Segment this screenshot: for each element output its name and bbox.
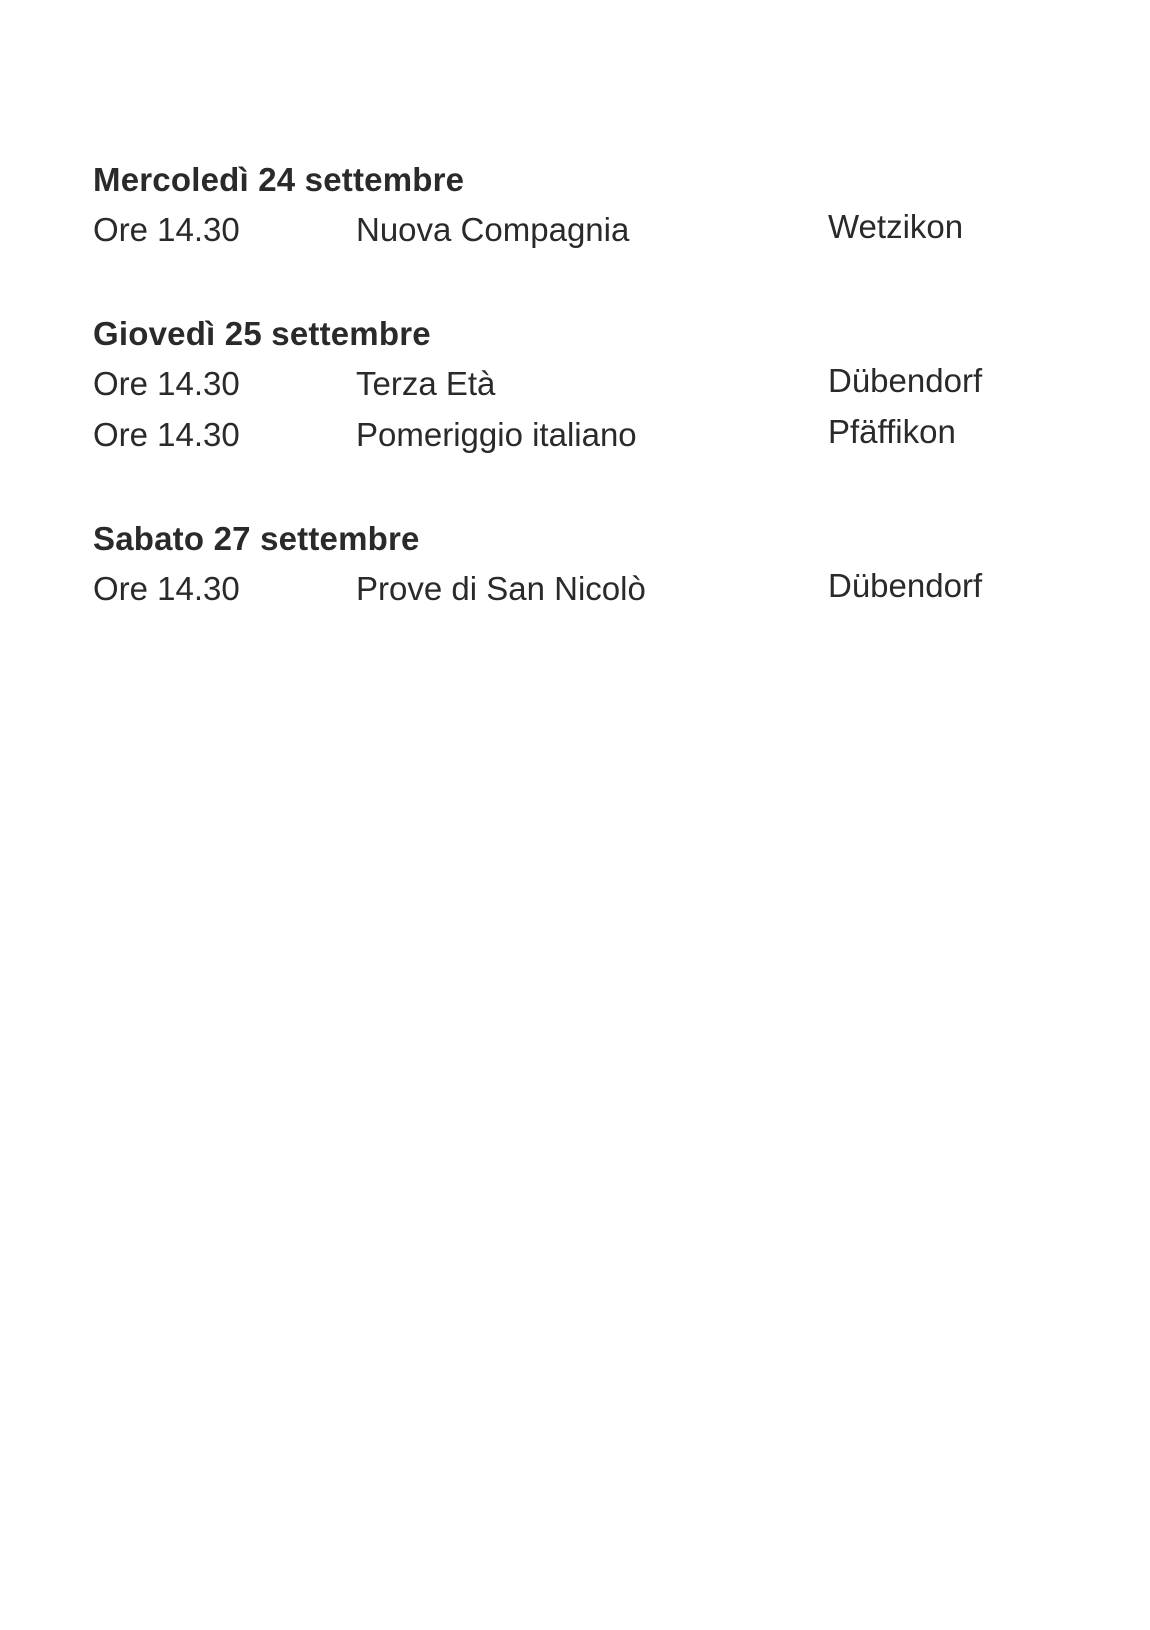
event-name: Prove di San Nicolò — [356, 570, 646, 607]
day-section-wednesday — [93, 160, 1073, 261]
day-section-saturday — [93, 519, 1073, 620]
event-name: Nuova Compagnia — [356, 211, 630, 248]
event-time: Ore 14.30 — [93, 211, 240, 248]
event-row — [93, 415, 1073, 466]
event-place: Dübendorf — [828, 362, 983, 399]
event-place: Dübendorf — [828, 567, 983, 604]
day-section-thursday — [93, 314, 1073, 466]
event-place: Pfäffikon — [828, 413, 956, 450]
event-name: Terza Età — [356, 365, 496, 402]
schedule-list — [93, 160, 1073, 673]
event-row — [93, 569, 1073, 620]
event-name: Pomeriggio italiano — [356, 416, 637, 453]
event-time: Ore 14.30 — [93, 416, 240, 453]
event-time: Ore 14.30 — [93, 570, 240, 607]
event-row — [93, 210, 1073, 261]
event-time: Ore 14.30 — [93, 365, 240, 402]
day-heading: Mercoledì 24 settembre — [93, 161, 465, 198]
event-place: Wetzikon — [828, 208, 964, 245]
event-row — [93, 364, 1073, 415]
day-heading: Sabato 27 settembre — [93, 520, 420, 557]
day-heading: Giovedì 25 settembre — [93, 315, 431, 352]
